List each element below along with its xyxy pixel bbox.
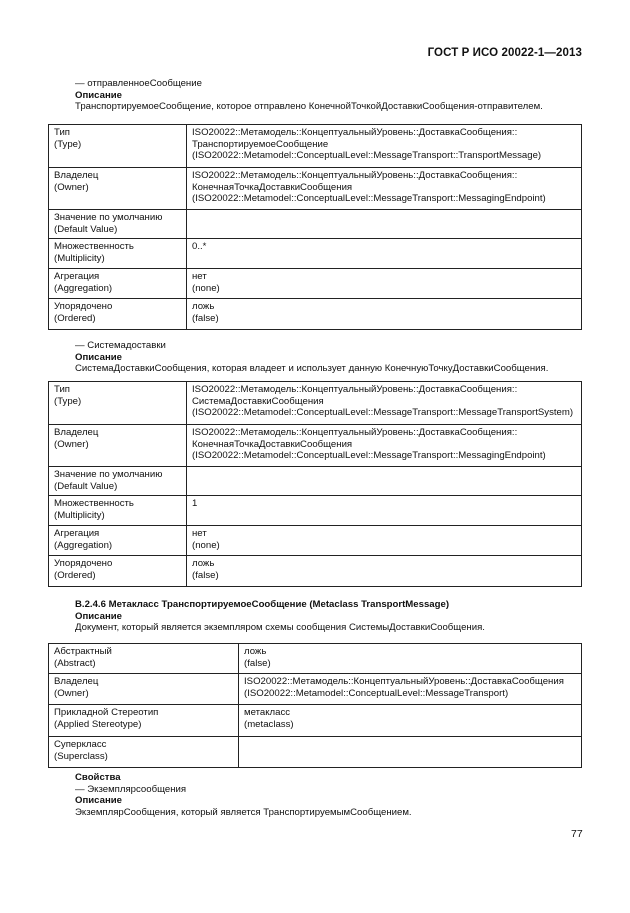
section-sent-message: [75, 78, 585, 113]
attribute-name-line: (Owner): [54, 181, 89, 193]
attribute-value-line: ISO20022::Метамодель::КонцептуальныйУровень::ДоставкаСообщения::: [192, 427, 518, 438]
table-row: [49, 467, 582, 496]
table-row: [49, 125, 582, 168]
attribute-value-line: (false): [192, 312, 219, 324]
attribute-name-cell: [49, 467, 187, 496]
table-row: [49, 425, 582, 467]
attribute-value-line: ложь: [192, 558, 215, 570]
table-row: [49, 382, 582, 425]
table-row: [49, 556, 582, 587]
attribute-name-line: (Aggregation): [54, 539, 113, 551]
table-row: [49, 705, 582, 737]
attribute-name-line: (Owner): [54, 438, 89, 450]
attribute-name-line: (Ordered): [54, 569, 96, 581]
attribute-value-line: (false): [192, 569, 219, 581]
attribute-name-cell: [49, 644, 239, 674]
section-properties: [75, 772, 585, 818]
attribute-value-cell: [187, 269, 582, 299]
attribute-name-line: Множественность: [54, 498, 134, 510]
attribute-name-cell: [49, 674, 239, 705]
attribute-name-cell: [49, 705, 239, 737]
attributes-table-sent-message: [48, 124, 582, 330]
description-text: СистемаДоставкиСообщения, которая владеет и использует данную КонечнуюТочкуДоставкиСообщения.: [75, 363, 549, 375]
attribute-name-line: Абстрактный: [54, 646, 112, 657]
attribute-name-cell: [49, 210, 187, 239]
attribute-value-cell: [187, 168, 582, 210]
attribute-value-line: ISO20022::Метамодель::КонцептуальныйУровень::ДоставкаСообщения::: [192, 127, 518, 138]
attribute-value-line: ISO20022::Метамодель::КонцептуальныйУровень::ДоставкаСообщения::: [192, 384, 518, 395]
description-text: ЭкземплярСообщения, который является ТранспортируемымСообщением.: [75, 806, 412, 818]
property-name: — отправленноеСообщение: [75, 78, 202, 89]
attribute-name-line: (Multiplicity): [54, 252, 105, 264]
attribute-value-line: (ISO20022::Metamodel::ConceptualLevel::MessageTransport::MessagingEndpoint): [192, 193, 546, 205]
attribute-name-cell: [49, 737, 239, 768]
attribute-name-cell: [49, 556, 187, 587]
section-transport-system: [75, 340, 585, 375]
attribute-name-line: Агрегация: [54, 528, 100, 540]
attribute-value-line: (false): [244, 657, 271, 669]
attribute-name-line: (Abstract): [54, 657, 96, 669]
attribute-name-line: (Default Value): [54, 223, 118, 235]
page-number: 77: [571, 828, 583, 840]
attribute-value-line: КонечнаяТочкаДоставкиСообщения: [192, 438, 353, 450]
table-row: [49, 168, 582, 210]
attribute-value-cell: [187, 210, 582, 239]
attribute-value-line: ТранспортируемоеСообщение: [192, 138, 329, 150]
attribute-value-line: (ISO20022::Metamodel::ConceptualLevel::MessageTransport::MessagingEndpoint): [192, 450, 546, 462]
section-heading: B.2.4.6 Метакласс ТранспортируемоеСообщение (Metaclass TransportMessage): [75, 599, 450, 610]
attribute-name-line: Агрегация: [54, 271, 100, 283]
table-row: [49, 239, 582, 269]
attribute-name-line: Тип: [54, 127, 70, 138]
attribute-value-cell: [187, 526, 582, 556]
description-label: Описание: [75, 351, 122, 363]
attribute-value-line: КонечнаяТочкаДоставкиСообщения: [192, 181, 353, 193]
description-text: Документ, который является экземпляром схемы сообщения СистемыДоставкиСообщения.: [75, 622, 485, 634]
document-header: ГОСТ Р ИСО 20022-1—2013: [427, 47, 582, 59]
attribute-name-line: Значение по умолчанию: [54, 469, 163, 480]
attribute-name-line: Тип: [54, 384, 70, 395]
table-row: [49, 269, 582, 299]
attribute-name-cell: [49, 168, 187, 210]
attribute-value-line: СистемаДоставкиСообщения: [192, 395, 324, 407]
attribute-name-cell: [49, 125, 187, 168]
attribute-name-line: Владелец: [54, 170, 99, 181]
attribute-value-cell: [187, 556, 582, 587]
attribute-value-line: (ISO20022::Metamodel::ConceptualLevel::MessageTransport): [244, 687, 509, 699]
table-row: [49, 496, 582, 526]
attribute-name-line: Прикладной Стереотип: [54, 707, 159, 718]
attribute-name-line: (Ordered): [54, 312, 96, 324]
attribute-name-line: (Aggregation): [54, 282, 113, 294]
property-name: — Системадоставки: [75, 340, 166, 351]
attribute-value-line: (none): [192, 282, 220, 294]
description-label: Описание: [75, 795, 122, 807]
table-row: [49, 674, 582, 705]
attribute-value-line: (ISO20022::Metamodel::ConceptualLevel::MessageTransport::TransportMessage): [192, 150, 542, 162]
attribute-value-cell: [187, 299, 582, 330]
attribute-value-line: (none): [192, 539, 220, 551]
attribute-value-cell: [187, 467, 582, 496]
attribute-value-cell: [187, 239, 582, 269]
attribute-value-cell: [239, 737, 582, 768]
properties-label: Свойства: [75, 772, 121, 783]
attribute-name-line: Множественность: [54, 241, 134, 253]
attribute-value-line: 0..*: [192, 241, 207, 253]
attribute-value-line: нет: [192, 271, 207, 283]
attribute-name-line: (Owner): [54, 687, 89, 699]
attribute-value-cell: [239, 674, 582, 705]
attribute-name-cell: [49, 269, 187, 299]
attribute-name-line: Владелец: [54, 427, 99, 438]
attribute-name-line: (Default Value): [54, 480, 118, 492]
attribute-name-cell: [49, 425, 187, 467]
attribute-value-cell: [187, 425, 582, 467]
attribute-value-line: ложь: [192, 301, 215, 313]
attribute-value-line: 1: [192, 498, 198, 510]
table-row: [49, 210, 582, 239]
attribute-value-line: нет: [192, 528, 207, 540]
section-metaclass: [75, 599, 585, 634]
attribute-value-line: ISO20022::Метамодель::КонцептуальныйУровень::ДоставкаСообщения::: [192, 170, 518, 181]
attribute-name-line: Значение по умолчанию: [54, 212, 163, 223]
attribute-value-line: метакласс: [244, 707, 291, 718]
attribute-value-line: (ISO20022::Metamodel::ConceptualLevel::MessageTransport::MessageTransportSystem): [192, 407, 574, 419]
attribute-name-line: Упорядочено: [54, 558, 113, 570]
attribute-name-line: Владелец: [54, 676, 99, 687]
attribute-name-line: (Type): [54, 138, 82, 150]
attribute-name-line: (Type): [54, 395, 82, 407]
attribute-name-cell: [49, 382, 187, 425]
description-text: ТранспортируемоеСообщение, которое отправлено КонечнойТочкойДоставкиСообщения-отправителем.: [75, 101, 543, 113]
attributes-table-transport-system: [48, 381, 582, 587]
table-row: [49, 299, 582, 330]
description-label: Описание: [75, 610, 122, 622]
attribute-value-cell: [239, 705, 582, 737]
property-name: — Экземплярсообщения: [75, 783, 187, 795]
attributes-table-metaclass: [48, 643, 582, 768]
attribute-value-cell: [187, 382, 582, 425]
attribute-value-line: (metaclass): [244, 718, 294, 730]
table-row: [49, 526, 582, 556]
attribute-name-cell: [49, 526, 187, 556]
attribute-name-cell: [49, 239, 187, 269]
attribute-name-line: Упорядочено: [54, 301, 113, 313]
table-row: [49, 644, 582, 674]
attribute-value-line: ISO20022::Метамодель::КонцептуальныйУровень::ДоставкаСообщения: [244, 676, 564, 687]
attribute-name-line: Суперкласс: [54, 739, 107, 750]
attribute-name-line: (Applied Stereotype): [54, 718, 142, 730]
attribute-name-line: (Multiplicity): [54, 509, 105, 521]
attribute-name-cell: [49, 496, 187, 526]
description-label: Описание: [75, 89, 122, 101]
attribute-value-cell: [239, 644, 582, 674]
table-row: [49, 737, 582, 768]
attribute-value-cell: [187, 125, 582, 168]
attribute-value-line: ложь: [244, 646, 267, 657]
attribute-value-cell: [187, 496, 582, 526]
attribute-name-line: (Superclass): [54, 750, 108, 762]
attribute-name-cell: [49, 299, 187, 330]
